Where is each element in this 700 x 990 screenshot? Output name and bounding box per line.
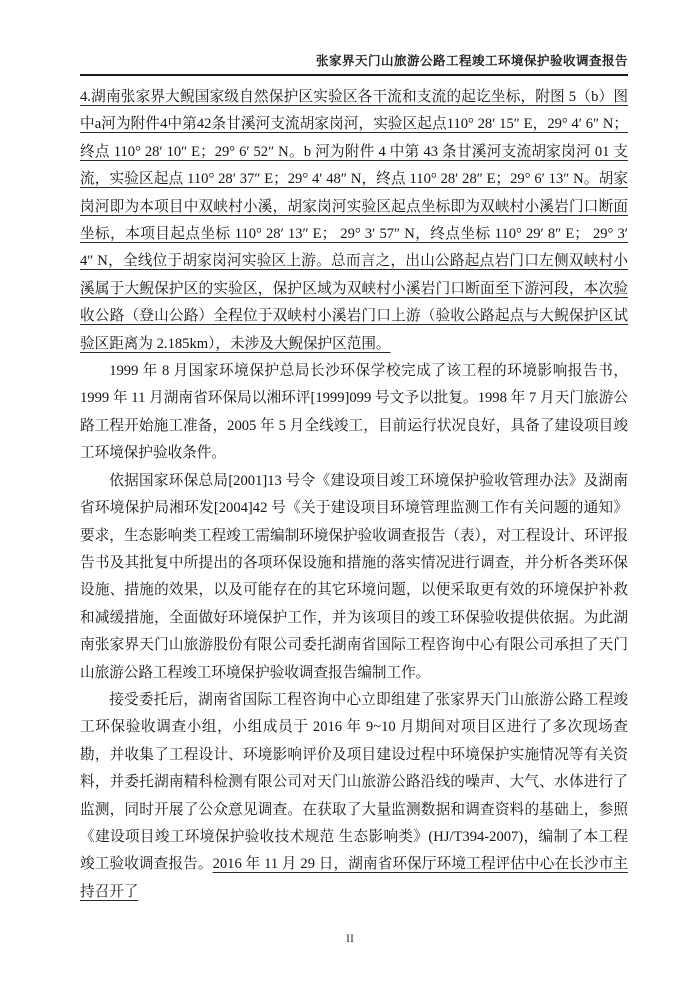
paragraph-survey-work-text: 接受委托后，湖南省国际工程咨询中心立即组建了张家界天门山旅游公路工程竣工环保验收调查小组，小组成员于 2016 年 9~10 月期间对项目区进行了多次现场查勘，并收集了工程设计、环境影响评价及项目建设过程中环境保护实施情况等有关资料，并委托湖南精科检测有限公司对天门山旅游公路沿线的噪声、大气、水体进行了监测，同时开展了公众意见调查。在获取了大量监测数据和调查资料的基础上，参照《建设项目竣工环境保护验收技术规范 生态影响类》(HJ/T394-2007)，编制了本工程竣工验收调查报告。 bbox=[80, 691, 628, 873]
running-header bbox=[80, 0, 628, 76]
paragraph-coordinates-underlined: 4.湖南张家界大鲵国家级自然保护区实验区各干流和支流的起讫坐标，附图 5（b）图中a河为附件4中第42条甘溪河支流胡家岗河，实验区起点110° 28′ 15″ E，29° 4′ 6″ N；终点 110° 28′ 10″ E；29° 6′ 52″ N。b 河为附件 4 中第 43 条甘溪河支流胡家岗河 01 支流，实验区起点 110° 28′ 37″ E；29° 4′ 48″ N，终点 110° 28′ 28″ E；29° 6′ 13″ N。胡家岗河即为本项目中双峡村小溪，胡家岗河实验区起点坐标即为双峡村小溪岩门口断面坐标，本项目起点坐标 110° 28′ 13″ E； 29° 3′ 57″ N，终点坐标 110° 29′ 8″ E； 29° 3′ 4″ N，全线位于胡家岗河实验区上游。总而言之，出山公路起点岩门口左侧双峡村小溪属于大鲵保护区的实验区，保护区域为双峡村小溪岩门口断面至下游河段，本次验收公路（登山公路）全程位于双峡村小溪岩门口上游（验收公路起点与大鲵保护区试验区距离为 2.185km），未涉及大鲵保护区范围。 bbox=[80, 89, 628, 352]
paragraph-eia-approval: 1999 年 8 月国家环境保护总局长沙环保学校完成了该工程的环境影响报告书，1999 年 11 月湖南省环保局以湘环评[1999]099 号文予以批复。1998 年 7 月天门旅游公路工程开始施工准备，2005 年 5 月全线竣工，目前运行状况良好，具备了建设项目竣工环境保护验收条件。 bbox=[80, 363, 628, 462]
paragraph-survey-work-underlined-text: 2016 年 11 月 29 日，湖南省环保厅环境工程评估中心在长沙市主持召开了 bbox=[80, 856, 628, 900]
paragraph-survey-work bbox=[80, 687, 628, 906]
document-body bbox=[80, 84, 628, 906]
paragraph-regulation-basis: 依据国家环保总局[2001]13 号令《建设项目竣工环境保护验收管理办法》及湖南省环境保护局湘环发[2004]42 号《关于建设项目环境管理监测工作有关问题的通知》要求，生态影响类工程竣工需编制环境保护验收调查报告（表），对工程设计、环评报告书及其批复中所提出的各项环保设施和措施的落实情况进行调查，并分析各类环保设施、措施的效果，以及可能存在的其它环境问题，以便采取更有效的环境保护补救和减缓措施，全面做好环境保护工作，并为该项目的竣工环保验收提供依据。为此湖南张家界天门山旅游股份有限公司委托湖南省国际工程咨询中心有限公司承担了天门山旅游公路工程竣工环境保护验收调查报告编制工作。 bbox=[80, 472, 628, 681]
page-number: II bbox=[346, 931, 354, 945]
running-header-title: 张家界天门山旅游公路工程竣工环境保护验收调查报告 bbox=[315, 54, 628, 68]
